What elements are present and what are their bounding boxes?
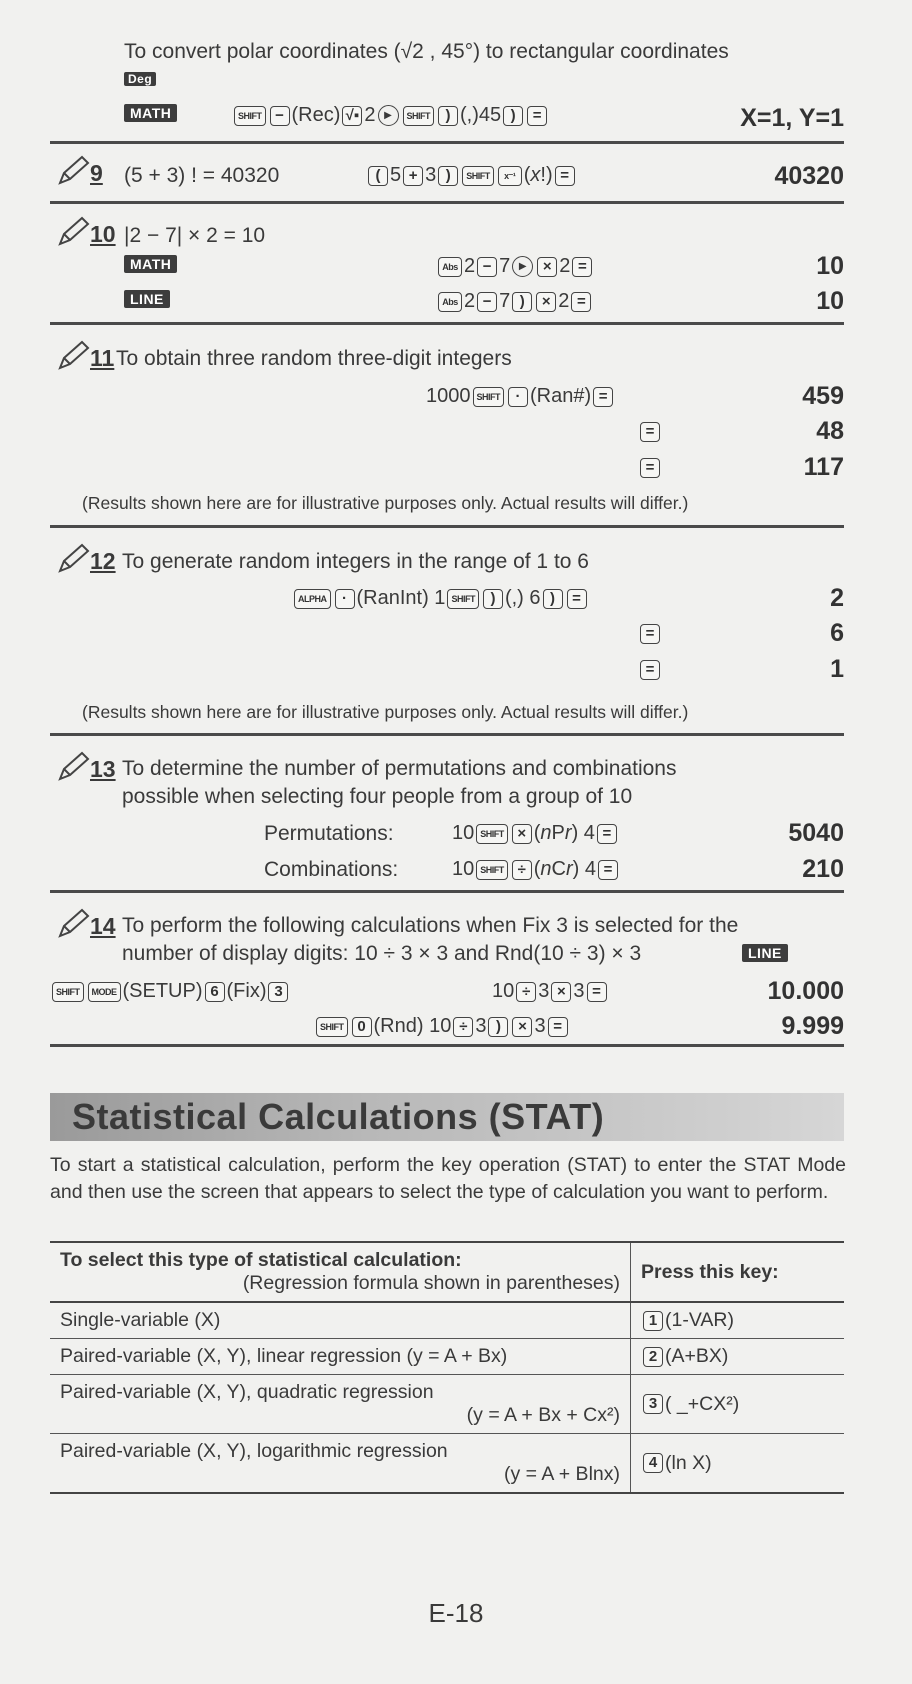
combinations-answer: 210	[802, 855, 844, 883]
ex13-label: 13	[56, 751, 116, 783]
equals-key: =	[638, 658, 662, 681]
divider	[50, 525, 844, 528]
divider	[50, 1044, 844, 1047]
ex10-label: 10	[56, 216, 116, 248]
table-header-key: Press this key:	[631, 1242, 845, 1302]
ex14-setup-key-sequence: SHIFT MODE (SETUP) 6 (Fix) 3	[50, 980, 290, 1003]
ex10-math-key-sequence: Abs 2 − 7 ▶ × 2 =	[436, 255, 594, 278]
pencil-icon	[56, 155, 90, 187]
stat-type-table	[50, 1241, 844, 1494]
section-paragraph: To start a statistical calculation, perform the key operation (STAT) to enter the STAT Mode and then use the screen that appears to select the type of calculation you want to perform.	[50, 1154, 846, 1203]
ex10-description: |2 − 7| × 2 = 10	[124, 224, 266, 247]
row-key: 4 (ln X)	[631, 1434, 845, 1494]
pencil-icon	[56, 543, 90, 575]
shift-key: SHIFT	[234, 106, 266, 126]
equals-key: =	[527, 106, 547, 126]
ex12-description: To generate random integers in the range of 1 to 6	[122, 550, 589, 573]
ex9-description: (5 + 3) ! = 40320	[124, 164, 280, 187]
ex10-math-answer: 10	[816, 252, 844, 280]
ex14-description-line2: number of display digits: 10 ÷ 3 × 3 and Rnd(10 ÷ 3) × 3	[122, 942, 642, 965]
close-paren-key: )	[503, 106, 523, 126]
line-badge: LINE	[742, 944, 788, 962]
ex10-line-key-sequence: Abs 2 − 7 ) × 2 =	[436, 290, 593, 313]
ex12-answer-3: 1	[830, 655, 844, 683]
permutations-label: Permutations:	[264, 822, 394, 845]
ex8-key-sequence: SHIFT − (Rec) √▪ 2 ▶ SHIFT ) (,)45 ) =	[232, 104, 549, 127]
math-badge: MATH	[124, 104, 177, 122]
ex14-answer-1: 10.000	[767, 977, 844, 1005]
ex8-answer: X=1, Y=1	[740, 104, 844, 132]
ex11-note: (Results shown here are for illustrative purposes only. Actual results will differ.)	[82, 493, 689, 513]
ex14-label: 14	[56, 908, 116, 940]
math-badge: MATH	[124, 255, 177, 273]
equals-key: =	[638, 622, 662, 645]
row-key: 1 (1-VAR)	[631, 1302, 845, 1339]
row-label: Single-variable (X)	[50, 1302, 631, 1339]
divider	[50, 733, 844, 736]
ex11-answer-2: 48	[816, 417, 844, 445]
ex11-answer-3: 117	[803, 453, 844, 481]
ex11-answer-1: 459	[802, 382, 844, 410]
pencil-icon	[56, 216, 90, 248]
shift-key: SHIFT	[403, 106, 435, 126]
permutations-answer: 5040	[788, 819, 844, 847]
ex13-description-line1: To determine the number of permutations and combinations	[122, 757, 677, 780]
table-row	[50, 1434, 844, 1494]
ex12-label: 12	[56, 543, 116, 575]
equals-key: =	[638, 420, 662, 443]
ex8-description: To convert polar coordinates (√2 , 45°) to rectangular coordinates	[124, 40, 729, 63]
pencil-icon	[56, 340, 90, 372]
minus-key: −	[270, 106, 290, 126]
page-number: E-18	[428, 1598, 484, 1628]
table-header-row	[50, 1242, 844, 1302]
close-paren-key: )	[438, 106, 458, 126]
ex10-line-answer: 10	[816, 287, 844, 315]
deg-badge: Deg	[124, 70, 156, 88]
row-key: 3 ( _+CX²)	[631, 1375, 845, 1434]
divider	[50, 201, 844, 204]
ex14-description-line1: To perform the following calculations when Fix 3 is selected for the	[122, 914, 739, 937]
section-title: Statistical Calculations (STAT)	[72, 1096, 605, 1137]
divider	[50, 141, 844, 144]
table-row	[50, 1339, 844, 1375]
ex11-key-sequence: 1000 SHIFT · (Ran#) =	[426, 385, 615, 408]
right-arrow-key: ▶	[378, 105, 399, 126]
ex11-description: To obtain three random three-digit integers	[116, 347, 512, 370]
ex12-answer-2: 6	[830, 619, 844, 647]
ex9-answer: 40320	[774, 162, 844, 190]
row-label: Paired-variable (X, Y), linear regression (y = A + Bx)	[50, 1339, 631, 1375]
pencil-icon	[56, 908, 90, 940]
sqrt-key: √▪	[342, 106, 362, 126]
table-row	[50, 1302, 844, 1339]
divider	[50, 890, 844, 893]
table-header-type: To select this type of statistical calculation: (Regression formula shown in parentheses)	[50, 1242, 631, 1302]
ex12-answer-1: 2	[830, 584, 844, 612]
row-label: Paired-variable (X, Y), logarithmic regression (y = A + Blnx)	[50, 1434, 631, 1494]
ex9-label: 9	[56, 155, 103, 187]
combinations-label: Combinations:	[264, 858, 399, 881]
permutations-key-sequence: 10 SHIFT × (nPr) 4 =	[452, 822, 619, 845]
combinations-key-sequence: 10 SHIFT ÷ (nCr) 4 =	[452, 858, 620, 881]
row-label: Paired-variable (X, Y), quadratic regression (y = A + Bx + Cx²)	[50, 1375, 631, 1434]
pencil-icon	[56, 751, 90, 783]
table-row	[50, 1375, 844, 1434]
divider	[50, 322, 844, 325]
ex11-label: 11	[56, 340, 114, 372]
ex14-calc2-key-sequence: SHIFT 0 (Rnd) 10 ÷ 3 ) × 3 =	[314, 1015, 570, 1038]
ex14-calc1-key-sequence: 10 ÷ 3 × 3 =	[492, 980, 609, 1003]
ex12-note: (Results shown here are for illustrative purposes only. Actual results will differ.)	[82, 702, 689, 722]
ex9-key-sequence: ( 5 + 3 ) SHIFT x⁻¹ (x!) =	[366, 164, 577, 187]
ex12-key-sequence: ALPHA · (RanInt) 1 SHIFT ) (,) 6 ) =	[292, 587, 589, 610]
equals-key: =	[638, 456, 662, 479]
ex14-answer-2: 9.999	[781, 1012, 844, 1040]
ex13-description-line2: possible when selecting four people from a group of 10	[122, 785, 633, 808]
row-key: 2 (A+BX)	[631, 1339, 845, 1375]
line-badge: LINE	[124, 290, 170, 308]
